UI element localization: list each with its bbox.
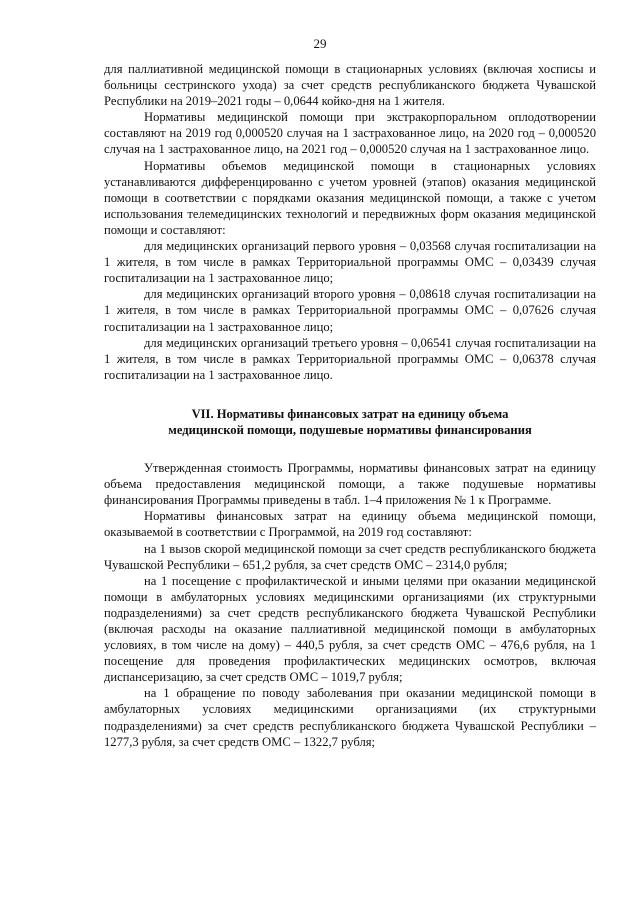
section-heading-line: VII. Нормативы финансовых затрат на единицу объема	[191, 406, 509, 421]
section-heading	[104, 406, 596, 438]
paragraph: Утвержденная стоимость Программы, нормативы финансовых затрат на единицу объема предоставления медицинской помощи, а также подушевые нормативы финансирования Программы приведены в табл. 1–4 приложения № 1 к Программе.	[104, 461, 596, 508]
section-heading-line: медицинской помощи, подушевые нормативы финансирования	[168, 422, 532, 437]
paragraph: для медицинских организаций первого уровня – 0,03568 случая госпитализации на 1 жителя, в том числе в рамках Территориальной программы ОМС – 0,03439 случая госпитализации на 1 застрахованное лицо;	[104, 239, 596, 286]
paragraph: на 1 вызов скорой медицинской помощи за счет средств республиканского бюджета Чувашской Республики – 651,2 рубля, за счет средств ОМС – 2314,0 рубля;	[104, 541, 596, 572]
paragraph: для медицинских организаций третьего уровня – 0,06541 случая госпитализации на 1 жителя, в том числе в рамках Территориальной программы ОМС – 0,06378 случая госпитализации на 1 застрахованное лицо.	[104, 335, 596, 382]
paragraph: для медицинских организаций второго уровня – 0,08618 случая госпитализации на 1 жителя, в том числе в рамках Территориальной программы ОМС – 0,07626 случая госпитализации на 1 застрахованное лицо;	[104, 287, 596, 334]
paragraph: Нормативы медицинской помощи при экстракорпоральном оплодотворении составляют на 2019 год 0,000520 случая на 1 застрахованное лицо, на 2020 год – 0,000520 случая на 1 застрахованное лицо, на 2021 год – 0,000520 случая на 1 застрахованное лицо.	[104, 110, 596, 157]
page-number: 29	[313, 36, 327, 51]
paragraph: Нормативы финансовых затрат на единицу объема медицинской помощи, оказываемой в соответствии с Программой, на 2019 год составляют:	[104, 509, 596, 540]
paragraph: на 1 посещение с профилактической и иными целями при оказании медицинской помощи в амбулаторных условиях медицинскими организациями (их структурными подразделениями) за счет средств республиканского бюджета Чувашской Республики (включая расходы на оказание паллиативной медицинской помощи в амбулаторных условиях, в том числе на дому) – 440,5 рубля, за счет средств ОМС – 476,6 рубля, на 1 посещение для проведения профилактических медицинских осмотров, включая диспансеризацию, за счет средств ОМС – 1019,7 рубля;	[104, 573, 596, 685]
paragraph: для паллиативной медицинской помощи в стационарных условиях (включая хосписы и больницы сестринского ухода) за счет средств республиканского бюджета Чувашской Республики на 2019–2021 годы – 0,0644 койко-дня на 1 жителя.	[104, 62, 596, 109]
paragraph: на 1 обращение по поводу заболевания при оказании медицинской помощи в амбулаторных условиях медицинскими организациями (их структурными подразделениями) за счет средств республиканского бюджета Чувашской Республики – 1277,3 рубля, за счет средств ОМС – 1322,7 рубля;	[104, 686, 596, 749]
page-body	[104, 61, 596, 750]
paragraph: Нормативы объемов медицинской помощи в стационарных условиях устанавливаются дифференцированно с учетом уровней (этапов) оказания медицинской помощи в соответствии с порядками оказания медицинской помощи, а также с учетом использования телемедицинских технологий и передвижных форм оказания медицинской помощи и составляют:	[104, 158, 596, 237]
